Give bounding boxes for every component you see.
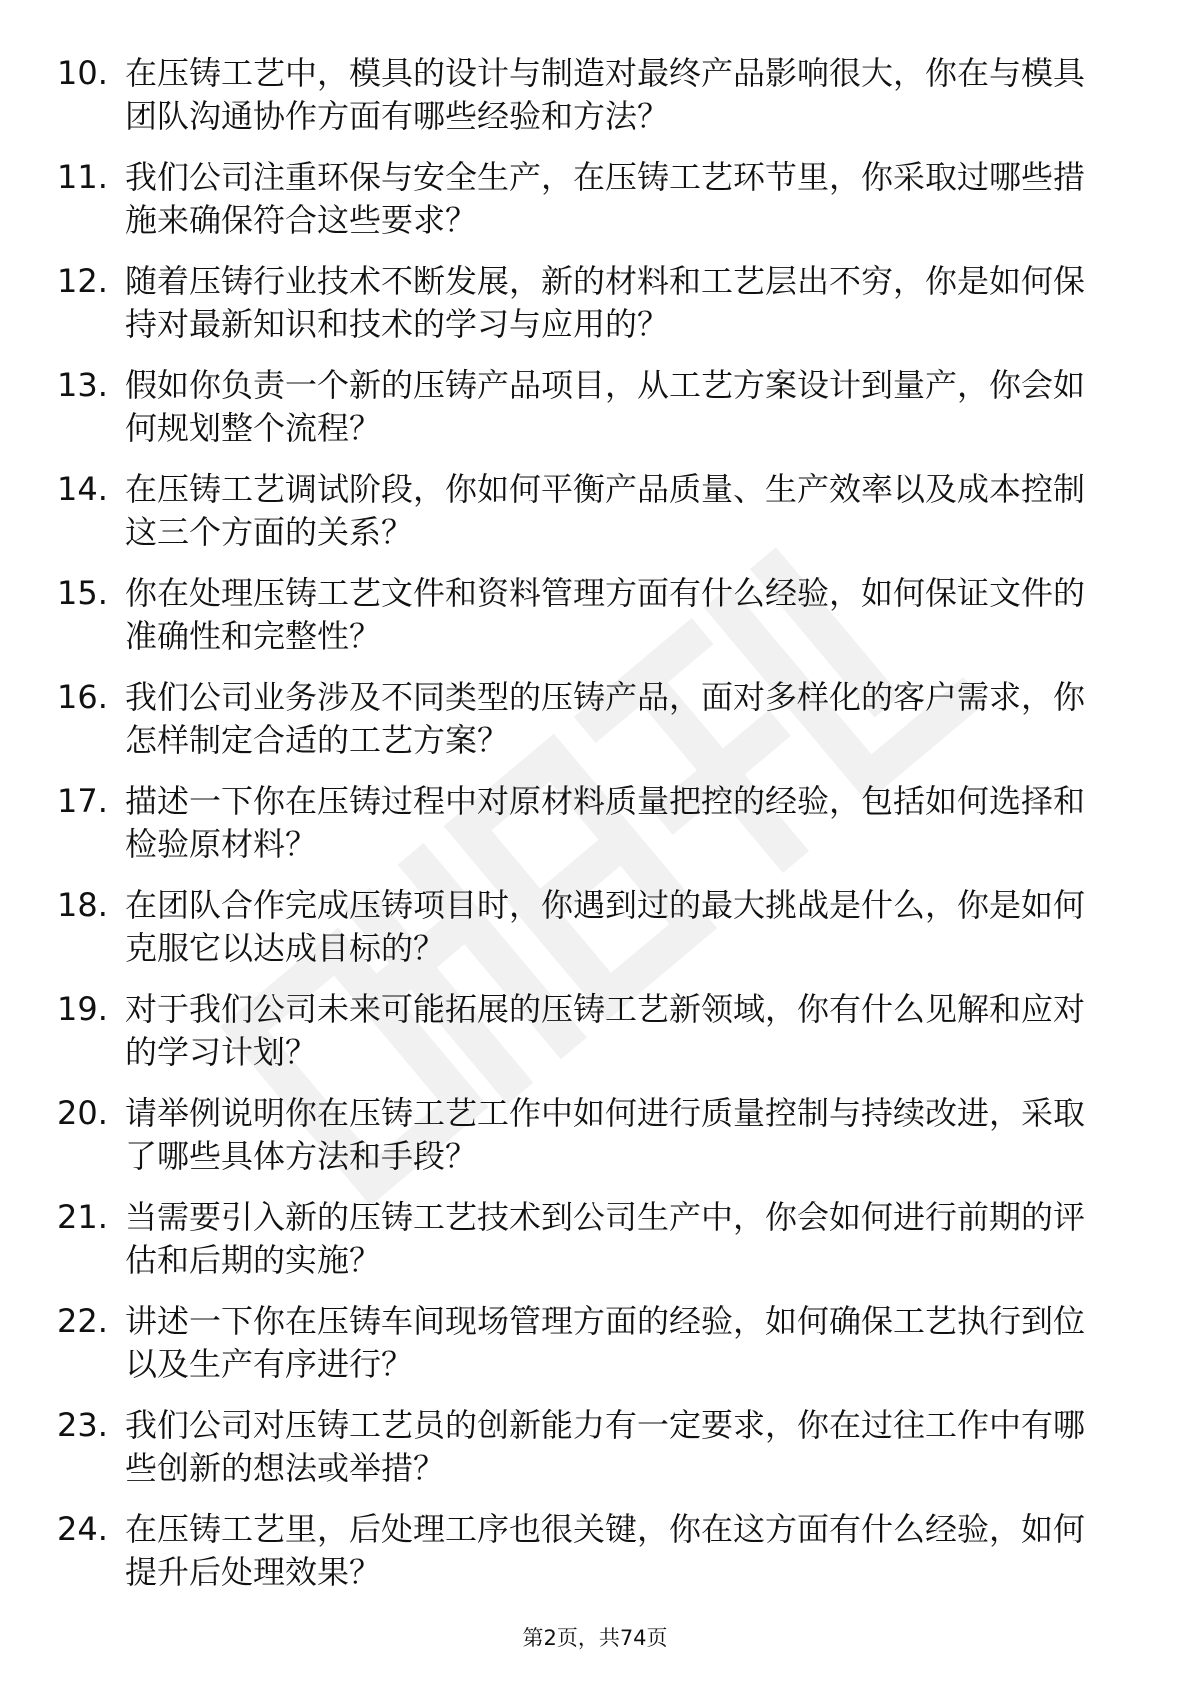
question-list <box>0 52 1190 1612</box>
question-item <box>0 1300 1190 1404</box>
question-text: 在团队合作完成压铸项目时，你遇到过的最大挑战是什么，你是如何克服它以达成目标的？ <box>125 886 1086 967</box>
question-text: 对于我们公司未来可能拓展的压铸工艺新领域，你有什么见解和应对的学习计划？ <box>125 990 1086 1071</box>
question-text: 我们公司注重环保与安全生产，在压铸工艺环节里，你采取过哪些措施来确保符合这些要求？ <box>125 158 1086 239</box>
question-text: 请举例说明你在压铸工艺工作中如何进行质量控制与持续改进，采取了哪些具体方法和手段？ <box>125 1094 1086 1175</box>
question-item <box>0 156 1190 260</box>
question-item <box>0 884 1190 988</box>
question-number: 13. <box>57 366 108 404</box>
question-item <box>0 260 1190 364</box>
question-text: 当需要引入新的压铸工艺技术到公司生产中，你会如何进行前期的评估和后期的实施？ <box>125 1198 1086 1279</box>
question-number: 21. <box>57 1198 108 1236</box>
question-number: 22. <box>57 1302 108 1340</box>
question-text: 讲述一下你在压铸车间现场管理方面的经验，如何确保工艺执行到位以及生产有序进行？ <box>125 1302 1086 1383</box>
question-number: 23. <box>57 1406 108 1444</box>
question-item <box>0 52 1190 156</box>
question-text: 描述一下你在压铸过程中对原材料质量把控的经验，包括如何选择和检验原材料？ <box>125 782 1086 863</box>
question-number: 10. <box>57 54 108 92</box>
question-text: 随着压铸行业技术不断发展，新的材料和工艺层出不穷，你是如何保持对最新知识和技术的学习与应用的？ <box>125 262 1086 343</box>
question-number: 24. <box>57 1510 108 1548</box>
question-number: 20. <box>57 1094 108 1132</box>
question-text: 我们公司业务涉及不同类型的压铸产品，面对多样化的客户需求，你怎样制定合适的工艺方案？ <box>125 678 1086 759</box>
question-item <box>0 1092 1190 1196</box>
question-item <box>0 676 1190 780</box>
question-text: 在压铸工艺调试阶段，你如何平衡产品质量、生产效率以及成本控制这三个方面的关系？ <box>125 470 1086 551</box>
question-number: 15. <box>57 574 108 612</box>
question-number: 16. <box>57 678 108 716</box>
question-text: 在压铸工艺里，后处理工序也很关键，你在这方面有什么经验，如何提升后处理效果？ <box>125 1510 1086 1591</box>
question-number: 11. <box>57 158 108 196</box>
question-item <box>0 1196 1190 1300</box>
question-item <box>0 1404 1190 1508</box>
question-number: 17. <box>57 782 108 820</box>
page-footer <box>0 1624 1190 1652</box>
page-number-label: 第2页，共74页 <box>522 1626 668 1650</box>
question-item <box>0 572 1190 676</box>
question-number: 18. <box>57 886 108 924</box>
question-number: 12. <box>57 262 108 300</box>
question-item <box>0 780 1190 884</box>
question-item <box>0 364 1190 468</box>
question-text: 你在处理压铸工艺文件和资料管理方面有什么经验，如何保证文件的准确性和完整性？ <box>125 574 1086 655</box>
question-item <box>0 988 1190 1092</box>
question-text: 我们公司对压铸工艺员的创新能力有一定要求，你在过往工作中有哪些创新的想法或举措？ <box>125 1406 1086 1487</box>
question-text: 在压铸工艺中，模具的设计与制造对最终产品影响很大，你在与模具团队沟通协作方面有哪些经验和方法？ <box>125 54 1086 135</box>
question-number: 19. <box>57 990 108 1028</box>
question-item <box>0 468 1190 572</box>
question-text: 假如你负责一个新的压铸产品项目，从工艺方案设计到量产，你会如何规划整个流程？ <box>125 366 1086 447</box>
question-item <box>0 1508 1190 1612</box>
question-number: 14. <box>57 470 108 508</box>
